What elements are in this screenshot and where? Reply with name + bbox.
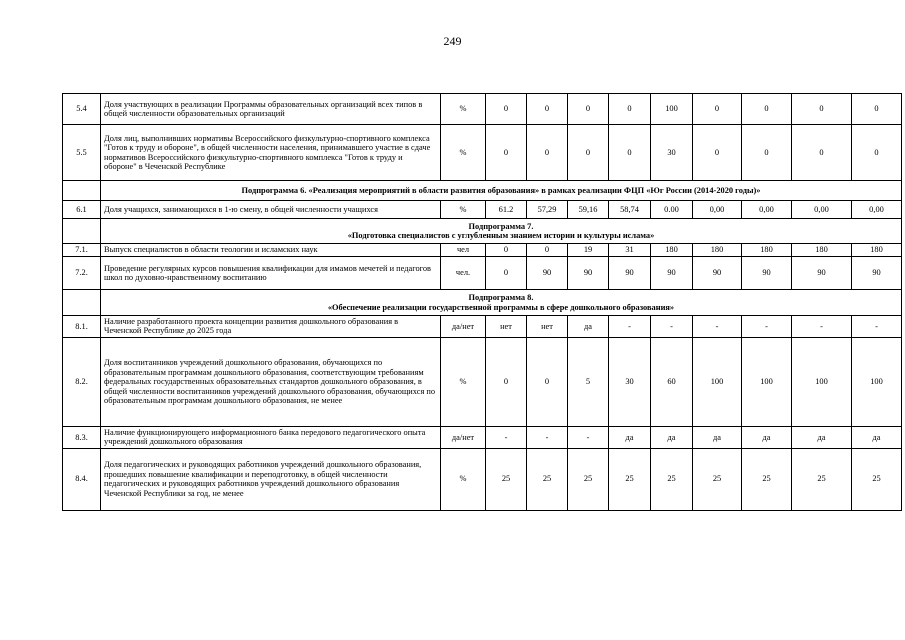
- row-number: 8.1.: [63, 316, 101, 338]
- value-cell: 0: [742, 125, 792, 181]
- row-number: 5.4: [63, 94, 101, 125]
- page-number: 249: [443, 34, 462, 48]
- value-cell: -: [792, 316, 852, 338]
- value-cell: -: [693, 316, 742, 338]
- value-cell: 30: [609, 337, 651, 426]
- unit-cell: %: [441, 337, 486, 426]
- value-cell: -: [852, 316, 902, 338]
- value-cell: 0: [609, 125, 651, 181]
- indicator-description: Доля воспитанников учреждений дошкольного образования, обучающихся по образовательным программам дошкольного образования, соответствующим требованиям федеральных государственных образовательных стандартов дошкольного образования, в общей численности воспитанников учреждений дошкольного образования, обучающихся по образовательным программам дошкольного образования, не менее: [101, 337, 441, 426]
- indicator-description: Доля педагогических и руководящих работников учреждений дошкольного образования, прошедших повышение квалификации и переподготовку, в общей численности педагогических и руководящих работников учреждений дошкольного образования Чеченской Республики за год, не менее: [101, 448, 441, 510]
- value-cell: 25: [609, 448, 651, 510]
- subprogram-number-cell: [63, 219, 101, 244]
- value-cell: да: [693, 426, 742, 448]
- value-cell: 0: [527, 125, 568, 181]
- unit-cell: чел: [441, 244, 486, 257]
- value-cell: 0,00: [792, 201, 852, 219]
- unit-cell: да/нет: [441, 316, 486, 338]
- value-cell: 31: [609, 244, 651, 257]
- table-row: [63, 201, 902, 219]
- value-cell: 25: [792, 448, 852, 510]
- value-cell: 180: [742, 244, 792, 257]
- value-cell: 90: [527, 257, 568, 290]
- indicator-description: Наличие функционирующего информационного банка передового педагогического опыта учреждений дошкольного образования: [101, 426, 441, 448]
- value-cell: 0.00: [651, 201, 693, 219]
- value-cell: да: [651, 426, 693, 448]
- row-number: 7.1.: [63, 244, 101, 257]
- value-cell: 180: [693, 244, 742, 257]
- value-cell: 0: [852, 125, 902, 181]
- value-cell: 25: [693, 448, 742, 510]
- value-cell: 0: [527, 337, 568, 426]
- value-cell: -: [651, 316, 693, 338]
- row-number: 8.4.: [63, 448, 101, 510]
- subprogram-title: Подпрограмма 6. «Реализация мероприятий в области развития образования» в рамках реализации ФЦП «Юг России (2014-2020 годы)»: [101, 181, 902, 201]
- table-row: [63, 316, 902, 338]
- indicator-description: Доля участвующих в реализации Программы образовательных организаций всех типов в общей численности образовательных организаций: [101, 94, 441, 125]
- value-cell: 59,16: [568, 201, 609, 219]
- value-cell: 25: [568, 448, 609, 510]
- value-cell: 180: [852, 244, 902, 257]
- value-cell: 0,00: [693, 201, 742, 219]
- table-row: [63, 257, 902, 290]
- value-cell: 90: [693, 257, 742, 290]
- row-number: 8.2.: [63, 337, 101, 426]
- value-cell: 180: [651, 244, 693, 257]
- value-cell: 0: [742, 94, 792, 125]
- value-cell: 0: [486, 257, 527, 290]
- row-number: 6.1: [63, 201, 101, 219]
- row-number: 5.5: [63, 125, 101, 181]
- table-row: [63, 94, 902, 125]
- table-row: [63, 448, 902, 510]
- subprogram-row: [63, 181, 902, 201]
- value-cell: -: [486, 426, 527, 448]
- value-cell: 100: [693, 337, 742, 426]
- value-cell: да: [852, 426, 902, 448]
- value-cell: 0,00: [852, 201, 902, 219]
- value-cell: 180: [792, 244, 852, 257]
- value-cell: 0: [568, 125, 609, 181]
- unit-cell: %: [441, 448, 486, 510]
- value-cell: 90: [609, 257, 651, 290]
- value-cell: 90: [852, 257, 902, 290]
- table-row: [63, 426, 902, 448]
- subprogram-title: Подпрограмма 7. «Подготовка специалистов с углубленным знанием истории и культуры ислама»: [101, 219, 902, 244]
- value-cell: 58,74: [609, 201, 651, 219]
- value-cell: 0: [486, 337, 527, 426]
- value-cell: 90: [792, 257, 852, 290]
- value-cell: -: [609, 316, 651, 338]
- value-cell: 30: [651, 125, 693, 181]
- value-cell: 0: [693, 125, 742, 181]
- row-number: 7.2.: [63, 257, 101, 290]
- value-cell: 0: [609, 94, 651, 125]
- value-cell: 0: [527, 244, 568, 257]
- value-cell: 25: [651, 448, 693, 510]
- value-cell: 0: [486, 244, 527, 257]
- value-cell: 0: [792, 94, 852, 125]
- unit-cell: %: [441, 94, 486, 125]
- value-cell: 25: [486, 448, 527, 510]
- value-cell: 57,29: [527, 201, 568, 219]
- value-cell: 90: [568, 257, 609, 290]
- value-cell: -: [568, 426, 609, 448]
- value-cell: нет: [527, 316, 568, 338]
- value-cell: 25: [852, 448, 902, 510]
- subprogram-number-cell: [63, 290, 101, 316]
- indicator-description: Доля лиц, выполнивших нормативы Всероссийского физкультурно-спортивного комплекса "Готов к труду и обороне", в общей численности населения, принимавшего участие в сдаче нормативов Всероссийского физкультурно-спортивного комплекса "Готов к труду и обороне" в Чеченской Республике: [101, 125, 441, 181]
- value-cell: да: [792, 426, 852, 448]
- unit-cell: да/нет: [441, 426, 486, 448]
- indicator-description: Доля учащихся, занимающихся в 1-ю смену, в общей численности учащихся: [101, 201, 441, 219]
- value-cell: 5: [568, 337, 609, 426]
- value-cell: да: [609, 426, 651, 448]
- table-row: [63, 125, 902, 181]
- value-cell: 0: [693, 94, 742, 125]
- indicators-table: [62, 93, 902, 511]
- row-number: 8.3.: [63, 426, 101, 448]
- indicator-description: Наличие разработанного проекта концепции развития дошкольного образования в Чеченской Республике до 2025 года: [101, 316, 441, 338]
- unit-cell: %: [441, 201, 486, 219]
- value-cell: 90: [742, 257, 792, 290]
- value-cell: 100: [852, 337, 902, 426]
- value-cell: 25: [527, 448, 568, 510]
- table-row: [63, 244, 902, 257]
- value-cell: 100: [651, 94, 693, 125]
- value-cell: 19: [568, 244, 609, 257]
- value-cell: 61.2: [486, 201, 527, 219]
- value-cell: -: [742, 316, 792, 338]
- unit-cell: %: [441, 125, 486, 181]
- value-cell: да: [568, 316, 609, 338]
- value-cell: 60: [651, 337, 693, 426]
- unit-cell: чел.: [441, 257, 486, 290]
- value-cell: 0: [527, 94, 568, 125]
- value-cell: 25: [742, 448, 792, 510]
- value-cell: 0: [792, 125, 852, 181]
- table-row: [63, 337, 902, 426]
- value-cell: 0: [568, 94, 609, 125]
- value-cell: 0: [852, 94, 902, 125]
- value-cell: 90: [651, 257, 693, 290]
- value-cell: -: [527, 426, 568, 448]
- value-cell: 0: [486, 125, 527, 181]
- subprogram-row: [63, 219, 902, 244]
- indicator-description: Выпуск специалистов в области теологии и исламских наук: [101, 244, 441, 257]
- value-cell: да: [742, 426, 792, 448]
- value-cell: 0: [486, 94, 527, 125]
- value-cell: 100: [792, 337, 852, 426]
- indicator-description: Проведение регулярных курсов повышения квалификации для имамов мечетей и педагогов школ по духовно-нравственному воспитанию: [101, 257, 441, 290]
- subprogram-title: Подпрограмма 8. «Обеспечение реализации государственной программы в сфере дошкольного образования»: [101, 290, 902, 316]
- subprogram-number-cell: [63, 181, 101, 201]
- table-body: [63, 94, 902, 511]
- value-cell: 100: [742, 337, 792, 426]
- value-cell: нет: [486, 316, 527, 338]
- subprogram-row: [63, 290, 902, 316]
- value-cell: 0,00: [742, 201, 792, 219]
